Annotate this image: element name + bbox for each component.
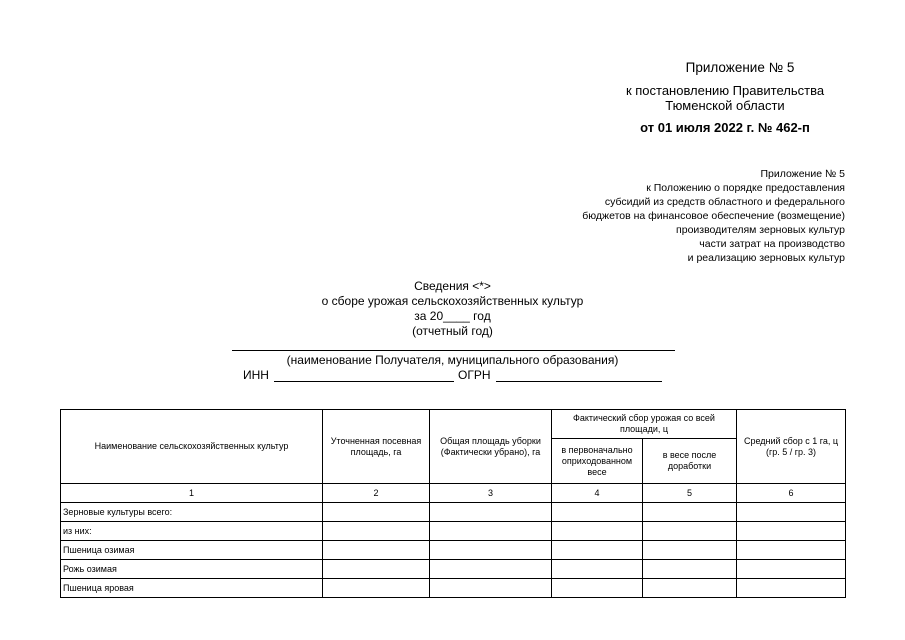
sub-header-line-4: бюджетов на финансовое обеспечение (возмещение) bbox=[582, 210, 845, 222]
ogrn-field bbox=[496, 381, 662, 382]
column-number: 4 bbox=[552, 484, 643, 503]
sub-header-line-1: Приложение № 5 bbox=[760, 168, 845, 180]
sub-header-line-3: субсидий из средств областного и федерального bbox=[604, 196, 845, 208]
row-label: Пшеница яровая bbox=[61, 579, 323, 598]
table-cell[interactable] bbox=[737, 541, 846, 560]
row-label: Пшеница озимая bbox=[61, 541, 323, 560]
appendix-title: Приложение № 5 bbox=[685, 60, 795, 75]
table-cell[interactable] bbox=[323, 522, 430, 541]
table-cell[interactable] bbox=[430, 560, 552, 579]
table-row bbox=[61, 522, 846, 541]
table-cell[interactable] bbox=[430, 579, 552, 598]
recipient-underline bbox=[232, 350, 675, 351]
column-number: 5 bbox=[643, 484, 737, 503]
title-line-1: Сведения <*> bbox=[414, 279, 491, 293]
table-cell[interactable] bbox=[552, 579, 643, 598]
sub-header-line-2: к Положению о порядке предоставления bbox=[646, 182, 845, 194]
header-average-yield: Средний сбор с 1 га, ц (гр. 5 / гр. 3) bbox=[737, 410, 846, 484]
table-cell[interactable] bbox=[430, 541, 552, 560]
table-cell[interactable] bbox=[643, 522, 737, 541]
title-line-2: о сборе урожая сельскохозяйственных культур bbox=[321, 294, 584, 308]
table-cell[interactable] bbox=[552, 522, 643, 541]
row-label: из них: bbox=[61, 522, 323, 541]
table-row bbox=[61, 560, 846, 579]
header-after-processing: в весе после доработки bbox=[643, 439, 737, 484]
header-sown-area: Уточненная посевная площадь, га bbox=[323, 410, 430, 484]
table-cell[interactable] bbox=[323, 579, 430, 598]
table-cell[interactable] bbox=[430, 503, 552, 522]
table-cell[interactable] bbox=[643, 503, 737, 522]
inn-field bbox=[274, 381, 454, 382]
table-cell[interactable] bbox=[643, 541, 737, 560]
sub-header-line-6: части затрат на производство bbox=[699, 238, 845, 250]
decree-line-1: к постановлению Правительства bbox=[625, 83, 825, 98]
table-cell[interactable] bbox=[323, 503, 430, 522]
table-cell[interactable] bbox=[323, 560, 430, 579]
column-number: 6 bbox=[737, 484, 846, 503]
table-row bbox=[61, 503, 846, 522]
header-actual-harvest: Фактический сбор урожая со всей площади, ц bbox=[552, 410, 737, 439]
sub-header-line-5: производителям зерновых культур bbox=[676, 224, 845, 236]
table-cell[interactable] bbox=[552, 560, 643, 579]
table-cell[interactable] bbox=[737, 579, 846, 598]
table-cell[interactable] bbox=[552, 541, 643, 560]
table-row bbox=[61, 541, 846, 560]
table-cell[interactable] bbox=[552, 503, 643, 522]
table-cell[interactable] bbox=[430, 522, 552, 541]
column-number: 3 bbox=[430, 484, 552, 503]
column-number: 2 bbox=[323, 484, 430, 503]
sub-header-line-7: и реализацию зерновых культур bbox=[687, 252, 845, 264]
title-line-4: (отчетный год) bbox=[412, 324, 493, 338]
recipient-caption: (наименование Получателя, муниципального образования) bbox=[286, 353, 619, 367]
row-label: Зерновые культуры всего: bbox=[61, 503, 323, 522]
table-cell[interactable] bbox=[643, 560, 737, 579]
ogrn-label: ОГРН bbox=[458, 368, 491, 382]
inn-label: ИНН bbox=[243, 368, 269, 382]
decree-date-number: от 01 июля 2022 г. № 462-п bbox=[640, 120, 810, 135]
table-cell[interactable] bbox=[323, 541, 430, 560]
harvest-table bbox=[60, 409, 846, 598]
header-initial-weight: в первоначально оприходованном весе bbox=[552, 439, 643, 484]
decree-line-2: Тюменской области bbox=[665, 98, 785, 113]
column-number: 1 bbox=[61, 484, 323, 503]
table-row bbox=[61, 579, 846, 598]
table-cell[interactable] bbox=[737, 522, 846, 541]
header-crop-name: Наименование сельскохозяйственных культур bbox=[61, 410, 323, 484]
row-label: Рожь озимая bbox=[61, 560, 323, 579]
table-cell[interactable] bbox=[737, 503, 846, 522]
table-cell[interactable] bbox=[643, 579, 737, 598]
table-cell[interactable] bbox=[737, 560, 846, 579]
header-harvest-area: Общая площадь уборки (Фактически убрано), га bbox=[430, 410, 552, 484]
title-line-3: за 20____ год bbox=[414, 309, 491, 323]
